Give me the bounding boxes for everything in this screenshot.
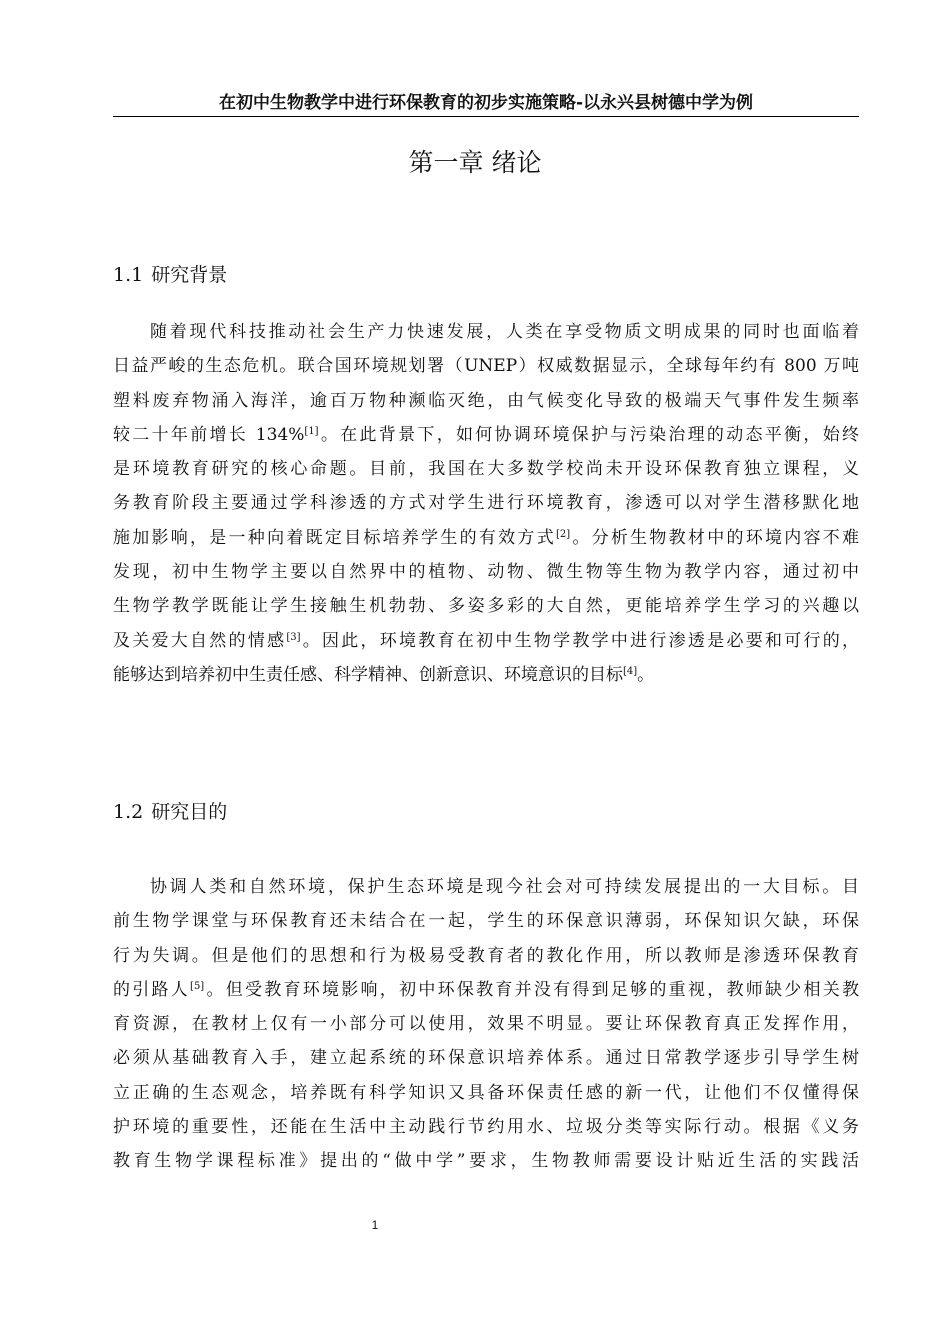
paragraph-line-with-citation <box>113 973 859 1007</box>
text-run: 。 <box>637 664 655 685</box>
text-run: 及关爱大自然的情感 <box>113 630 287 651</box>
text-run: 的引路人 <box>113 979 191 1000</box>
paragraph-line: 是环境教育研究的核心命题。目前，我国在大多数学校尚未开设环保教育独立课程，义 <box>113 459 859 480</box>
text-run: 。但受教育环境影响，初中环保教育并没有得到足够的重视，教师缺少相关教 <box>204 979 860 1000</box>
section-number: 1.1 <box>113 264 144 286</box>
paragraph-line: 行为失调。但是他们的思想和行为极易受教育者的教化作用，所以教师是渗透环保教育 <box>113 945 859 966</box>
citation-ref: [4] <box>623 665 638 677</box>
running-header-title: 在初中生物教学中进行环保教育的初步实施策略-以永兴县树德中学为例 <box>218 93 754 113</box>
paragraph-line: 随着现代科技推动社会生产力快速发展，人类在享受物质文明成果的同时也面临着 <box>150 322 859 342</box>
text-run: 。分析生物教材中的环境内容不难 <box>570 527 860 548</box>
paragraph-research-purpose <box>113 870 859 1179</box>
text-run: 施加影响，是一种向着既定目标培养学生的有效方式 <box>113 527 556 548</box>
paragraph-research-background <box>113 315 859 692</box>
section-heading-1-2 <box>113 798 227 826</box>
header-divider <box>113 116 859 117</box>
citation-ref: [1] <box>304 425 319 437</box>
paragraph-line: 护环境的重要性，还能在生活中主动践行节约用水、垃圾分类等实际行动。根据《义务 <box>113 1117 859 1138</box>
text-run: 。因此，环境教育在初中生物学教学中进行渗透是必要和可行的， <box>300 630 859 651</box>
citation-ref: [5] <box>190 980 205 992</box>
paragraph-line: 立正确的生态观念，培养既有科学知识又具备环保责任感的新一代，让他们不仅懂得保 <box>113 1082 859 1103</box>
paragraph-line: 前生物学课堂与环保教育还未结合在一起，学生的环保意识薄弱，环保知识欠缺，环保 <box>113 911 859 932</box>
text-run: 能够达到培养初中生责任感、科学精神、创新意识、环境意识的目标 <box>113 664 623 685</box>
section-number: 1.2 <box>113 801 144 823</box>
section-title: 研究目的 <box>151 801 228 823</box>
citation-ref: [3] <box>286 631 301 643</box>
paragraph-line-with-citation <box>113 658 859 692</box>
text-run: 。在此背景下，如何协调环境保护与污染治理的动态平衡，始终 <box>318 424 860 445</box>
paragraph-line: 发现，初中生物学主要以自然界中的植物、动物、微生物等生物为教学内容，通过初中 <box>113 562 859 583</box>
citation-ref: [2] <box>555 528 571 540</box>
text-run: 较二十年前增长 134% <box>113 424 305 445</box>
paragraph-line: 协调人类和自然环境，保护生态环境是现今社会对可持续发展提出的一大目标。目 <box>150 877 859 897</box>
chapter-title: 第一章 绪论 <box>408 148 542 177</box>
paragraph-line-with-citation <box>113 521 859 555</box>
paragraph-line: 育资源，在教材上仅有一小部分可以使用，效果不明显。要让环保教育真正发挥作用， <box>113 1014 859 1035</box>
paragraph-line: 日益严峻的生态危机。联合国环境规划署（UNEP）权威数据显示，全球每年约有 800 万吨 <box>113 356 859 377</box>
section-heading-1-1 <box>113 261 227 289</box>
paragraph-line: 必须从基础教育入手，建立起系统的环保意识培养体系。通过日常教学逐步引导学生树 <box>113 1048 859 1069</box>
paragraph-line: 教育生物学课程标准》提出的“做中学”要求，生物教师需要设计贴近生活的实践活 <box>113 1151 859 1172</box>
paragraph-line-with-citation <box>113 624 859 658</box>
paragraph-line: 生物学教学既能让学生接触生机勃勃、多姿多彩的大自然，更能培养学生学习的兴趣以 <box>113 596 859 617</box>
paragraph-line-with-citation <box>113 418 859 452</box>
paragraph-line: 塑料废弃物涌入海洋，逾百万物种濒临灭绝，由气候变化导致的极端天气事件发生频率 <box>113 390 859 411</box>
page-number: 1 <box>371 1218 379 1232</box>
section-title: 研究背景 <box>151 264 228 286</box>
paragraph-line: 务教育阶段主要通过学科渗透的方式对学生进行环境教育，渗透可以对学生潜移默化地 <box>113 493 859 514</box>
